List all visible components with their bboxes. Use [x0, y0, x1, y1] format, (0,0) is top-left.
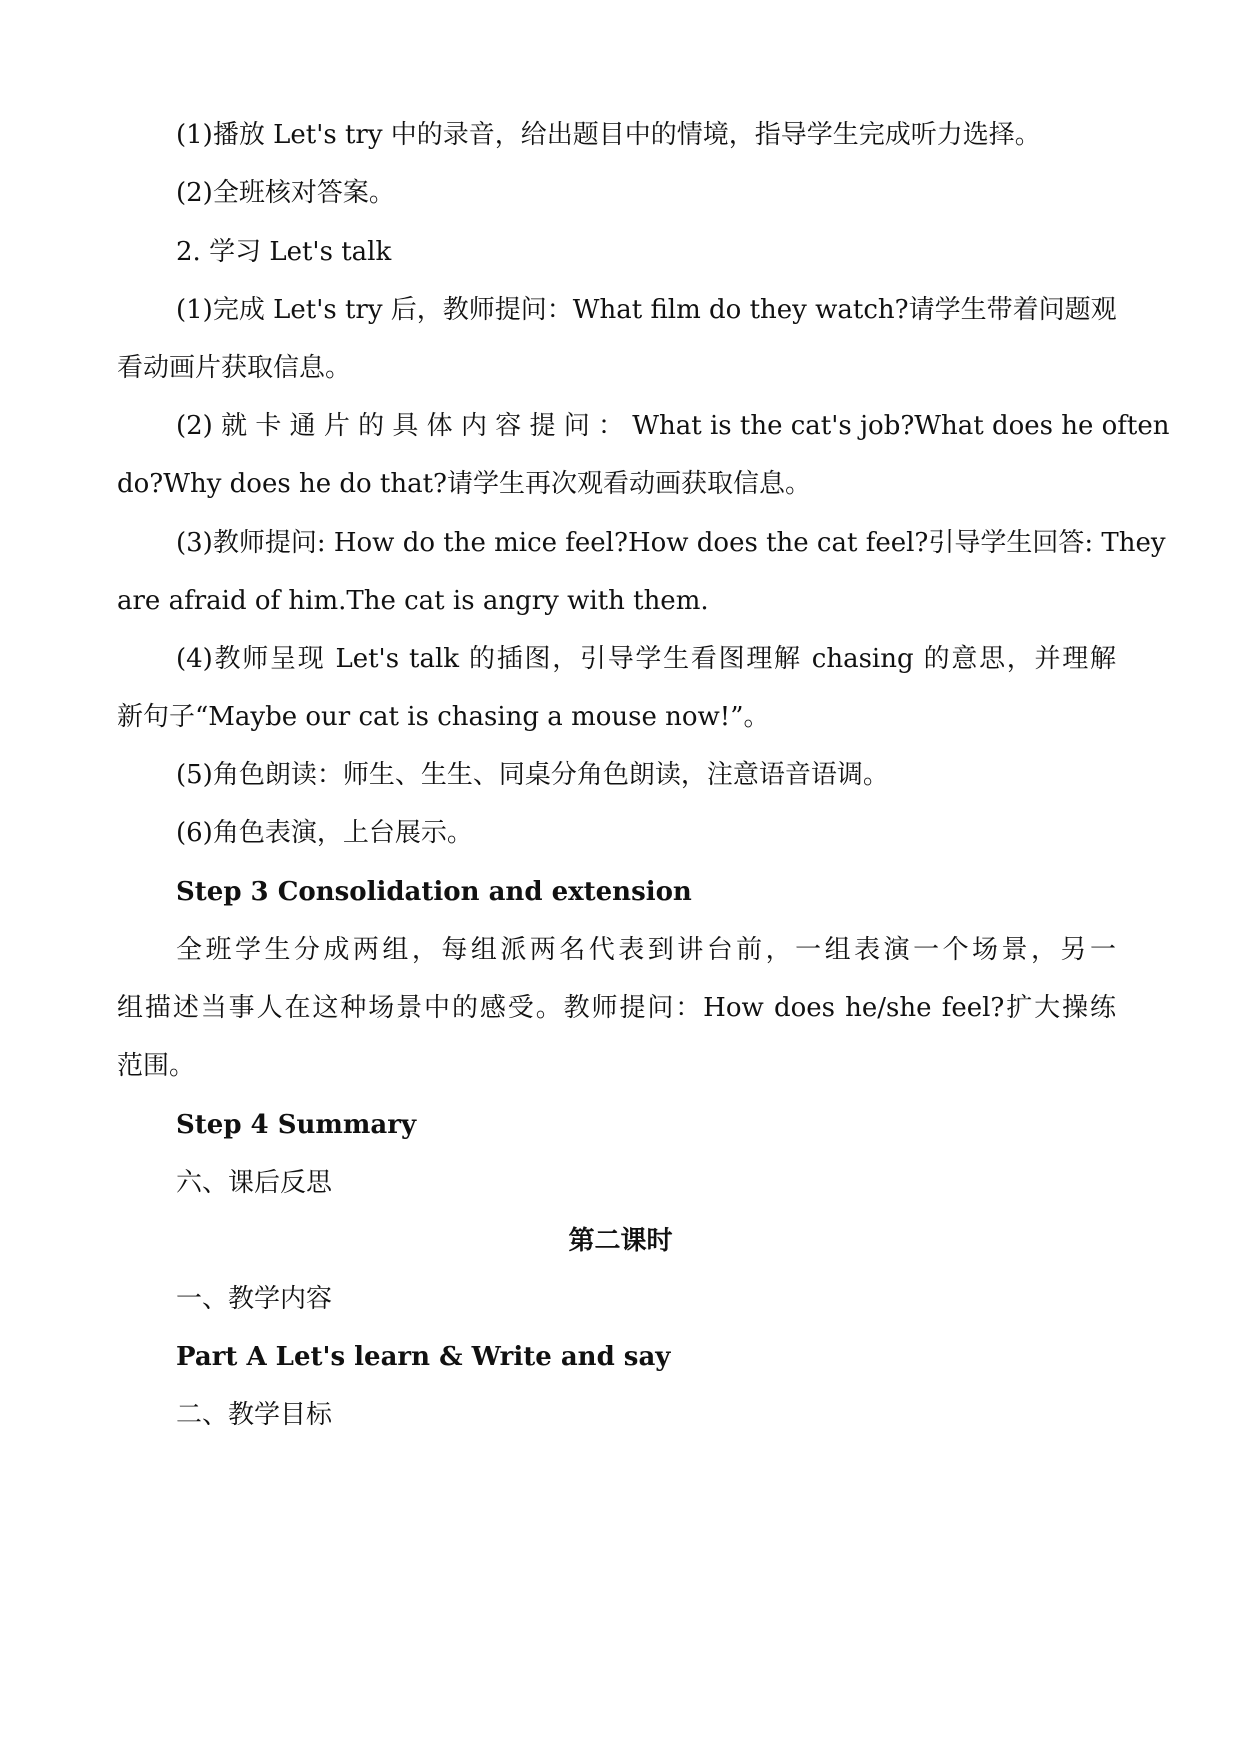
section-heading: 一、教学内容 [176, 1284, 333, 1314]
part-heading: Part A Let's learn & Write and say [176, 1342, 671, 1372]
paragraph-line: 新句子“Maybe our cat is chasing a mouse now!”。 [117, 702, 770, 732]
section-heading: 2. 学习 Let's talk [176, 237, 392, 267]
paragraph-line: (1)完成 Let's try 后，教师提问：What film do they watch?请学生带着问题观 [176, 295, 1117, 325]
paragraph-line: (1)播放 Let's try 中的录音，给出题目中的情境，指导学生完成听力选择。 [176, 120, 1041, 150]
step-heading: Step 4 Summary [176, 1110, 417, 1140]
paragraph-line: (2) 就 卡 通 片 的 具 体 内 容 提 问 ： What is the cat's job?What does he often [176, 411, 1170, 441]
paragraph-line: (4)教师呈现 Let's talk 的插图，引导学生看图理解 chasing 的意思，并理解 [176, 644, 1116, 674]
paragraph-line: (3)教师提问: How do the mice feel?How does the cat feel?引导学生回答: They [176, 528, 1166, 558]
paragraph-line: 全班学生分成两组，每组派两名代表到讲台前，一组表演一个场景，另一 [176, 935, 1116, 965]
paragraph-line: are afraid of him.The cat is angry with them. [117, 586, 709, 616]
paragraph-line: 组描述当事人在这种场景中的感受。教师提问：How does he/she feel?扩大操练 [117, 993, 1116, 1023]
paragraph-line: 看动画片获取信息。 [117, 353, 352, 383]
section-heading: 二、教学目标 [176, 1400, 333, 1430]
paragraph-line: (2)全班核对答案。 [176, 178, 395, 208]
step-heading: Step 3 Consolidation and extension [176, 877, 692, 907]
paragraph-line: do?Why does he do that?请学生再次观看动画获取信息。 [117, 469, 811, 499]
section-heading: 六、课后反思 [176, 1168, 333, 1198]
paragraph-line: 范围。 [117, 1051, 196, 1081]
paragraph-line: (5)角色朗读：师生、生生、同桌分角色朗读，注意语音语调。 [176, 760, 889, 790]
lesson-title: 第二课时 [568, 1226, 673, 1256]
paragraph-line: (6)角色表演，上台展示。 [176, 818, 473, 848]
